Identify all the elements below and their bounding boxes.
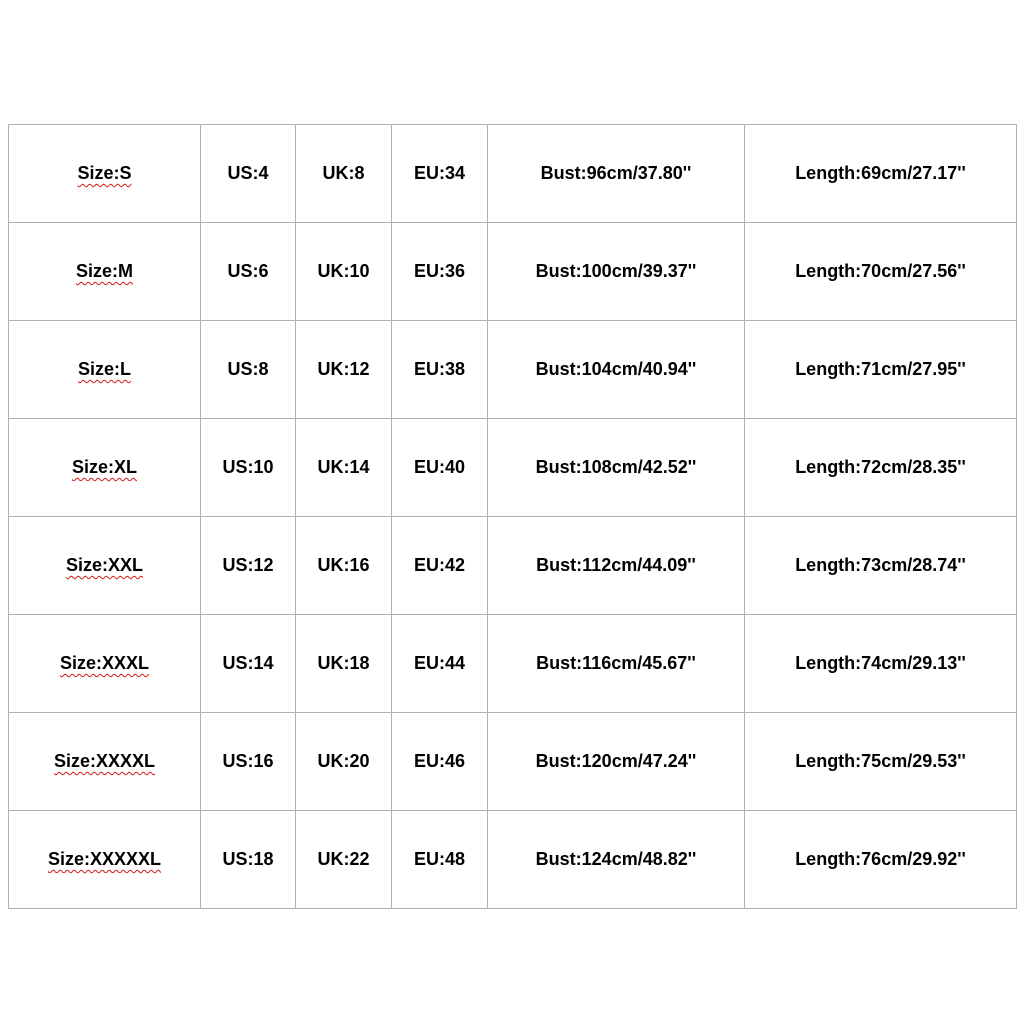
us-size-cell: US:18 xyxy=(201,811,296,909)
bust-cell: Bust:116cm/45.67'' xyxy=(488,615,745,713)
us-size-cell: US:10 xyxy=(201,419,296,517)
size-cell xyxy=(9,517,201,615)
table-row xyxy=(9,517,1017,615)
eu-size-cell: EU:46 xyxy=(392,713,488,811)
length-cell: Length:72cm/28.35'' xyxy=(745,419,1017,517)
length-cell: Length:71cm/27.95'' xyxy=(745,321,1017,419)
eu-size-cell: EU:38 xyxy=(392,321,488,419)
size-label: Size:XXXXXL xyxy=(47,849,162,869)
bust-cell: Bust:108cm/42.52'' xyxy=(488,419,745,517)
size-label: Size:S xyxy=(77,163,132,183)
size-cell xyxy=(9,321,201,419)
uk-size-cell: UK:20 xyxy=(296,713,392,811)
bust-cell: Bust:112cm/44.09'' xyxy=(488,517,745,615)
size-label: Size:XXXXL xyxy=(53,751,156,771)
size-label: Size:XXXL xyxy=(59,653,150,673)
bust-cell: Bust:104cm/40.94'' xyxy=(488,321,745,419)
table-row xyxy=(9,615,1017,713)
size-cell xyxy=(9,223,201,321)
us-size-cell: US:14 xyxy=(201,615,296,713)
length-cell: Length:73cm/28.74'' xyxy=(745,517,1017,615)
uk-size-cell: UK:16 xyxy=(296,517,392,615)
uk-size-cell: UK:14 xyxy=(296,419,392,517)
uk-size-cell: UK:10 xyxy=(296,223,392,321)
us-size-cell: US:6 xyxy=(201,223,296,321)
eu-size-cell: EU:42 xyxy=(392,517,488,615)
us-size-cell: US:16 xyxy=(201,713,296,811)
size-label: Size:XL xyxy=(71,457,137,477)
size-cell xyxy=(9,419,201,517)
table-row xyxy=(9,321,1017,419)
bust-cell: Bust:100cm/39.37'' xyxy=(488,223,745,321)
size-cell xyxy=(9,713,201,811)
size-label: Size:XXL xyxy=(65,555,144,575)
length-cell: Length:75cm/29.53'' xyxy=(745,713,1017,811)
uk-size-cell: UK:18 xyxy=(296,615,392,713)
bust-cell: Bust:120cm/47.24'' xyxy=(488,713,745,811)
eu-size-cell: EU:34 xyxy=(392,125,488,223)
size-chart-table xyxy=(8,124,1017,909)
table-row xyxy=(9,223,1017,321)
table-row xyxy=(9,811,1017,909)
uk-size-cell: UK:22 xyxy=(296,811,392,909)
size-label: Size:L xyxy=(77,359,131,379)
table-row xyxy=(9,713,1017,811)
table-row xyxy=(9,419,1017,517)
us-size-cell: US:4 xyxy=(201,125,296,223)
uk-size-cell: UK:12 xyxy=(296,321,392,419)
us-size-cell: US:8 xyxy=(201,321,296,419)
eu-size-cell: EU:36 xyxy=(392,223,488,321)
length-cell: Length:69cm/27.17'' xyxy=(745,125,1017,223)
eu-size-cell: EU:48 xyxy=(392,811,488,909)
length-cell: Length:70cm/27.56'' xyxy=(745,223,1017,321)
uk-size-cell: UK:8 xyxy=(296,125,392,223)
table-row xyxy=(9,125,1017,223)
bust-cell: Bust:96cm/37.80'' xyxy=(488,125,745,223)
size-cell xyxy=(9,615,201,713)
bust-cell: Bust:124cm/48.82'' xyxy=(488,811,745,909)
length-cell: Length:74cm/29.13'' xyxy=(745,615,1017,713)
size-cell xyxy=(9,811,201,909)
eu-size-cell: EU:44 xyxy=(392,615,488,713)
size-cell xyxy=(9,125,201,223)
size-label: Size:M xyxy=(75,261,133,281)
eu-size-cell: EU:40 xyxy=(392,419,488,517)
length-cell: Length:76cm/29.92'' xyxy=(745,811,1017,909)
us-size-cell: US:12 xyxy=(201,517,296,615)
